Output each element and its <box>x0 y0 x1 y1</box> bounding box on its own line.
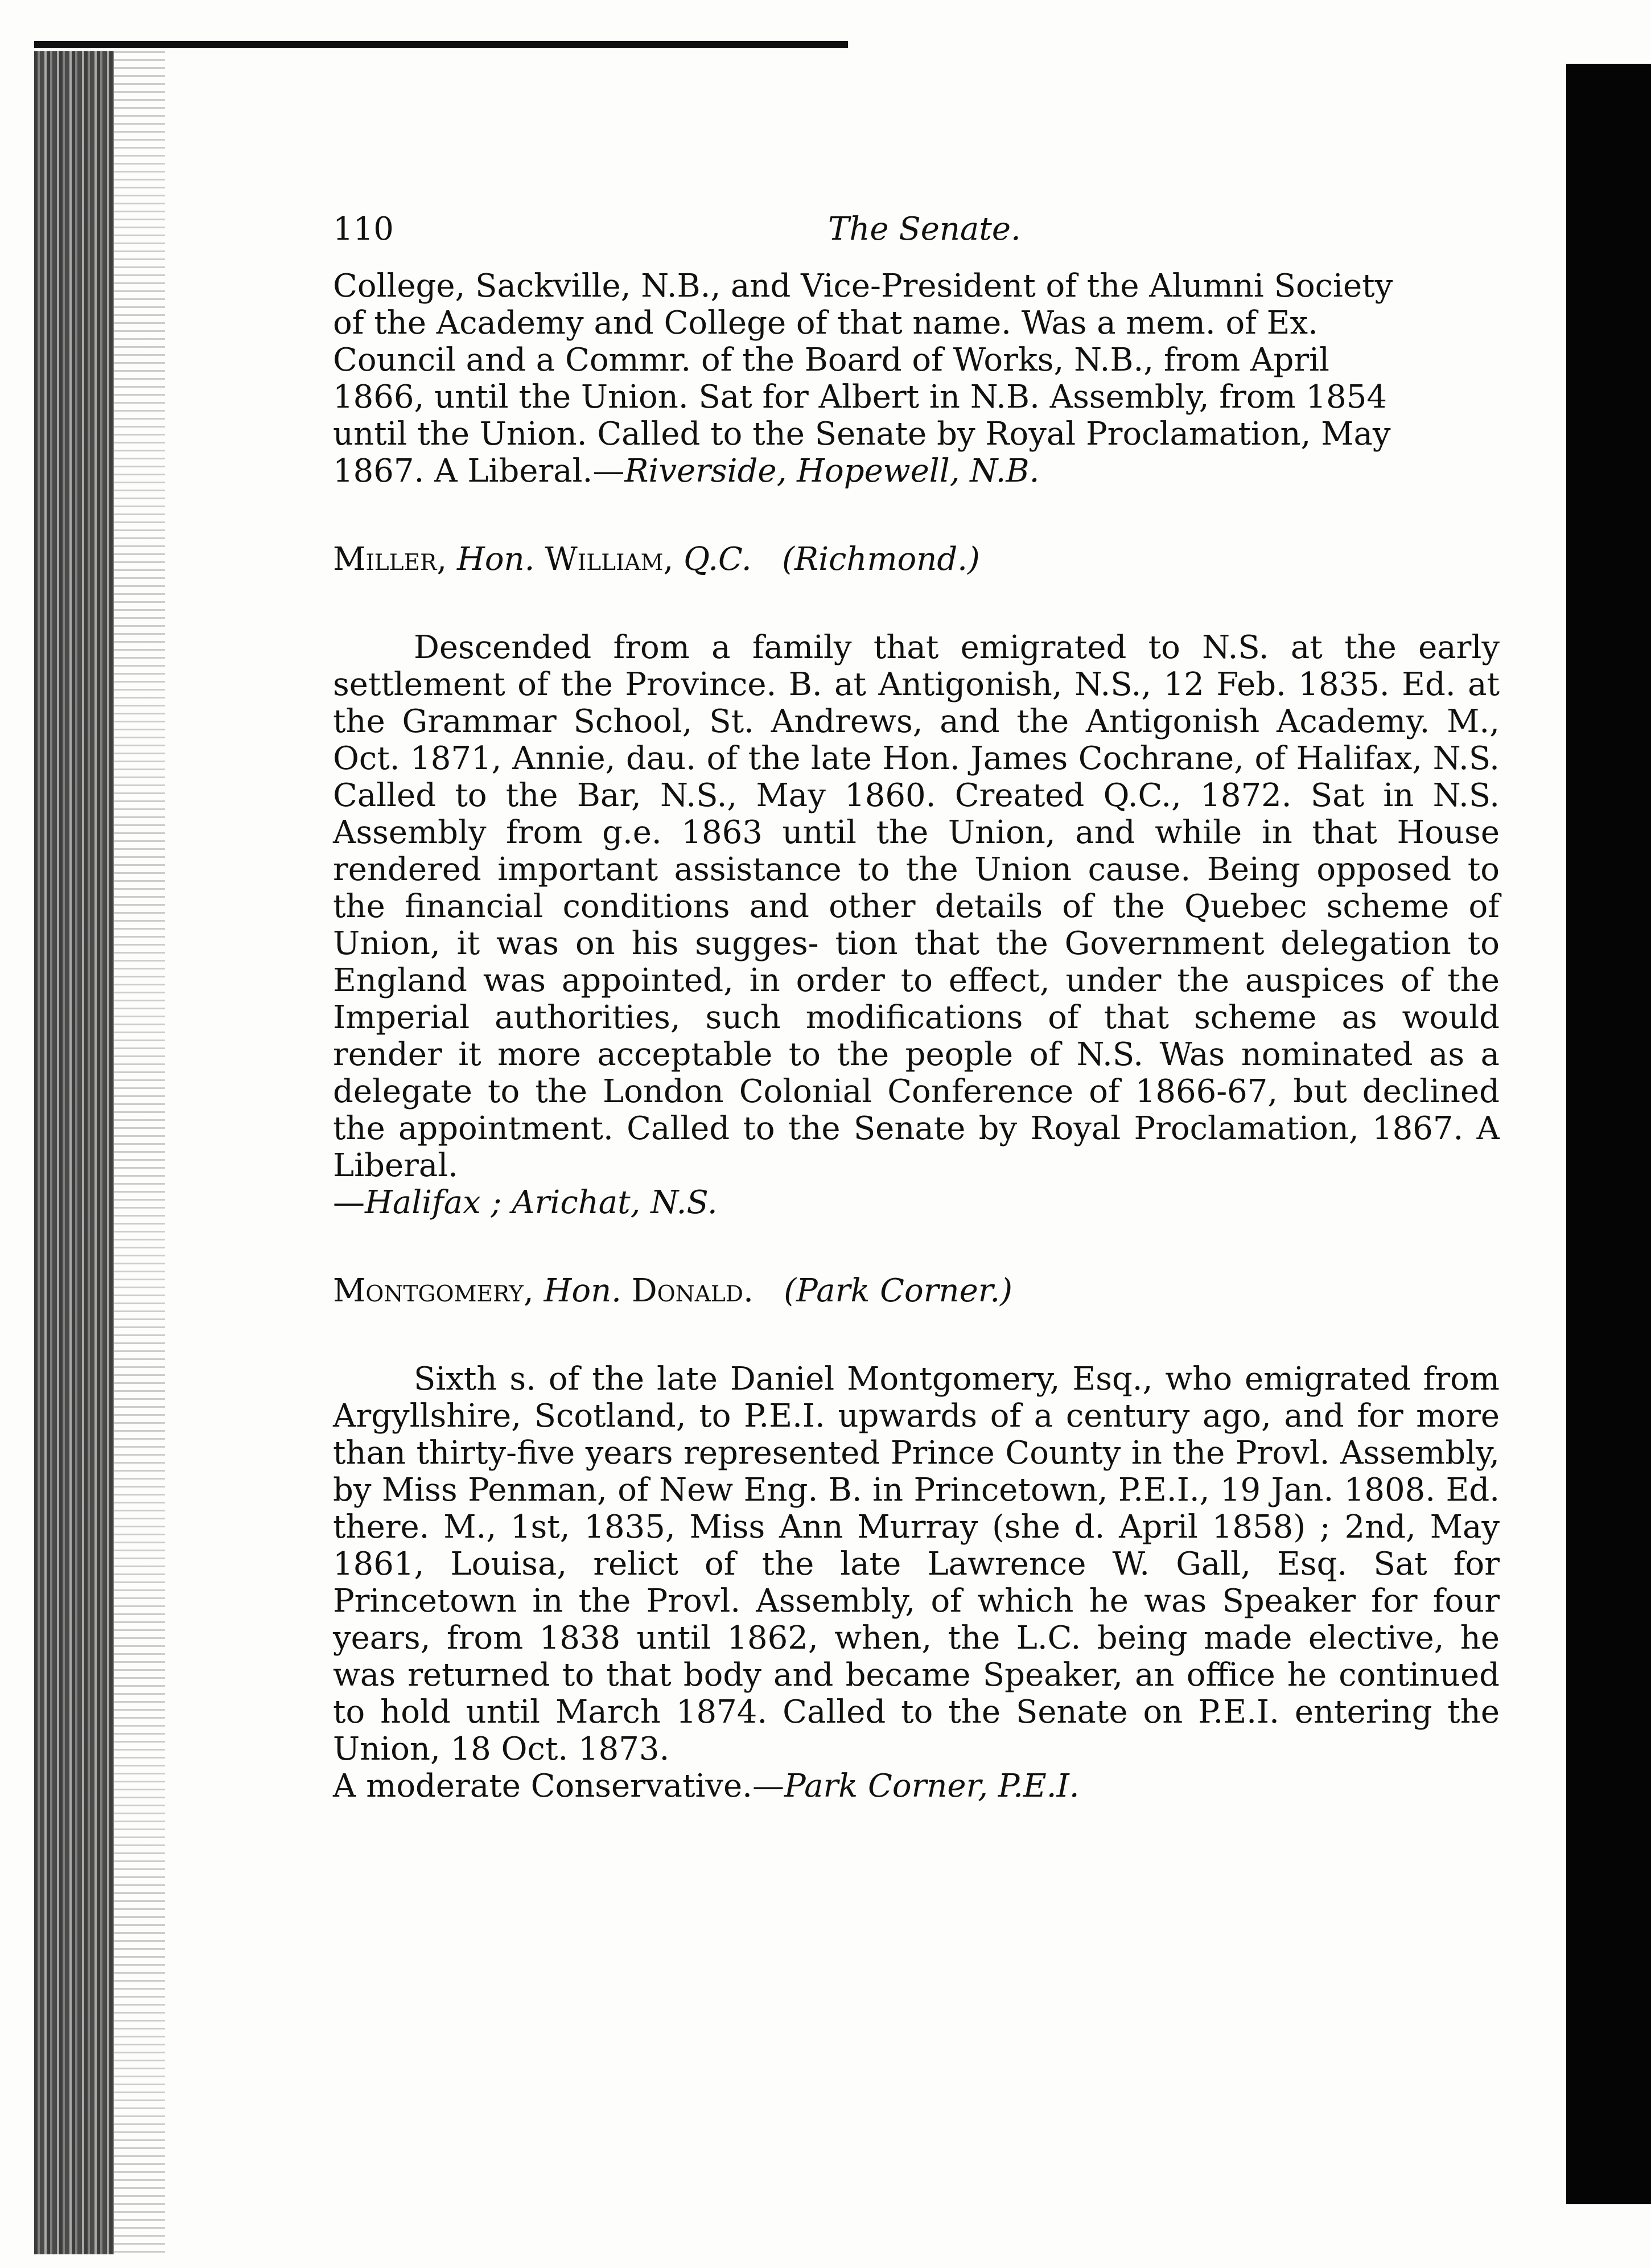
entry-line: Ed. at the Grammar School, St. Andrews, and the Antigonish <box>333 666 1500 740</box>
running-title: The Senate. <box>828 211 1021 248</box>
residence: Park Corner, P.E.I. <box>784 1768 1080 1805</box>
entry-line: Cochrane, of Halifax, N.S. Called to the Bar, N.S., May 1860. <box>333 740 1500 814</box>
entry-body-miller <box>333 629 1500 1221</box>
entry-line: Sixth s. of the late Daniel Montgomery, Esq., who emigrated <box>414 1361 1411 1398</box>
entry-title: Hon. <box>457 541 535 578</box>
page-number: 110 <box>333 211 394 248</box>
entry-line: settlement of the Province. B. at Antigonish, N.S., 12 Feb. 1835. <box>333 666 1390 703</box>
entry-division: (Park Corner.) <box>784 1272 1012 1309</box>
page-header <box>333 205 1500 268</box>
continued-entry <box>333 268 1500 490</box>
entry-heading-miller: Miller, Hon. William, Q.C. (Richmond.) <box>333 541 980 578</box>
entry-line: the Union cause. Being opposed to the financial conditions and <box>333 851 1500 925</box>
entry-body-montgomery <box>333 1361 1500 1805</box>
entry-line: Called to the Senate by Royal Proclamation, 1867. A Liberal. <box>333 1110 1500 1184</box>
residence: Halifax ; Arichat, N.S. <box>365 1184 718 1221</box>
entry-line: Lawrence W. Gall, Esq. Sat for Princetown in the Provl. Assembly, <box>333 1546 1500 1620</box>
entry-line: the people of N.S. Was nominated as a delegate to the London <box>333 1036 1500 1110</box>
entry-line: became Speaker, an office he continued to hold until March 1874. <box>333 1657 1500 1731</box>
scan-edge-bar <box>1566 64 1651 2204</box>
entry-honours: Q.C. <box>684 541 752 578</box>
entry-line: Provl. Assembly, by Miss Penman, of New Eng. B. in Princetown, <box>333 1435 1500 1509</box>
entry-line: Union, and while in that House rendered important assistance to <box>333 814 1500 888</box>
entry-line: Descended from a family that emigrated to N.S. at the early <box>414 629 1500 666</box>
binding-gutter <box>34 51 114 2254</box>
entry-line: until the Union. Called to the Senate by Royal Proclamation, May <box>333 416 1391 453</box>
entry-line: of the Academy and College of that name. Was a mem. of Ex. <box>333 305 1318 342</box>
entry-line: A moderate Conservative.— <box>333 1768 784 1805</box>
entry-surname: Montgomery <box>333 1272 524 1309</box>
entry-line: Called to the Senate on P.E.I. entering the Union, 18 Oct. 1873. <box>333 1694 1500 1768</box>
entry-line: Academy. M., Oct. 1871, Annie, dau. of the late Hon. James <box>333 703 1500 777</box>
entry-line: 1866, until the Union. Sat for Albert in N.B. Assembly, from 1854 <box>333 379 1388 416</box>
entry-heading-montgomery: Montgomery, Hon. Donald. (Park Corner.) <box>333 1272 1012 1309</box>
entry-line: tion that the Government delegation to England was appointed, in <box>333 925 1500 999</box>
entry-given-name: William <box>545 541 664 578</box>
entry-title: Hon. <box>544 1272 621 1309</box>
entry-line: for more than thirty-five years represented Prince County in the <box>333 1398 1500 1472</box>
top-rule <box>34 41 848 48</box>
entry-surname: Miller <box>333 541 437 578</box>
entry-line: 1867. A Liberal.— <box>333 453 625 490</box>
binding-gutter-shadow <box>114 51 165 2254</box>
entry-division: (Richmond.) <box>782 541 980 578</box>
page-text <box>333 205 1500 1805</box>
entry-line: — <box>333 1184 365 1221</box>
entry-line: P.E.I., 19 Jan. 1808. Ed. there. M., 1st, 1835, Miss Ann Murray <box>333 1472 1500 1546</box>
entry-given-name: Donald <box>631 1272 744 1309</box>
entry-line: order to effect, under the auspices of the Imperial authorities, such <box>333 962 1500 1036</box>
entry-line: Created Q.C., 1872. Sat in N.S. Assembly from g.e. 1863 until the <box>333 777 1500 851</box>
entry-line: of which he was Speaker for four years, from 1838 until 1862, when, <box>333 1583 1500 1657</box>
entry-line: Colonial Conference of 1866-67, but declined the appointment. <box>333 1073 1500 1147</box>
entry-line: other details of the Quebec scheme of Union, it was on his sugges- <box>333 888 1500 962</box>
entry-line: (she d. April 1858) ; 2nd, May 1861, Louisa, relict of the late <box>333 1509 1500 1583</box>
entry-line: the L.C. being made elective, he was returned to that body and <box>333 1620 1500 1694</box>
entry-line: College, Sackville, N.B., and Vice-President of the Alumni Society <box>333 268 1393 305</box>
entry-line: Council and a Commr. of the Board of Works, N.B., from April <box>333 342 1329 379</box>
entry-line: from Argyllshire, Scotland, to P.E.I. upwards of a century ago, and <box>333 1361 1500 1435</box>
entry-line: modifications of that scheme as would render it more acceptable to <box>333 999 1500 1073</box>
residence: Riverside, Hopewell, N.B. <box>624 453 1040 490</box>
